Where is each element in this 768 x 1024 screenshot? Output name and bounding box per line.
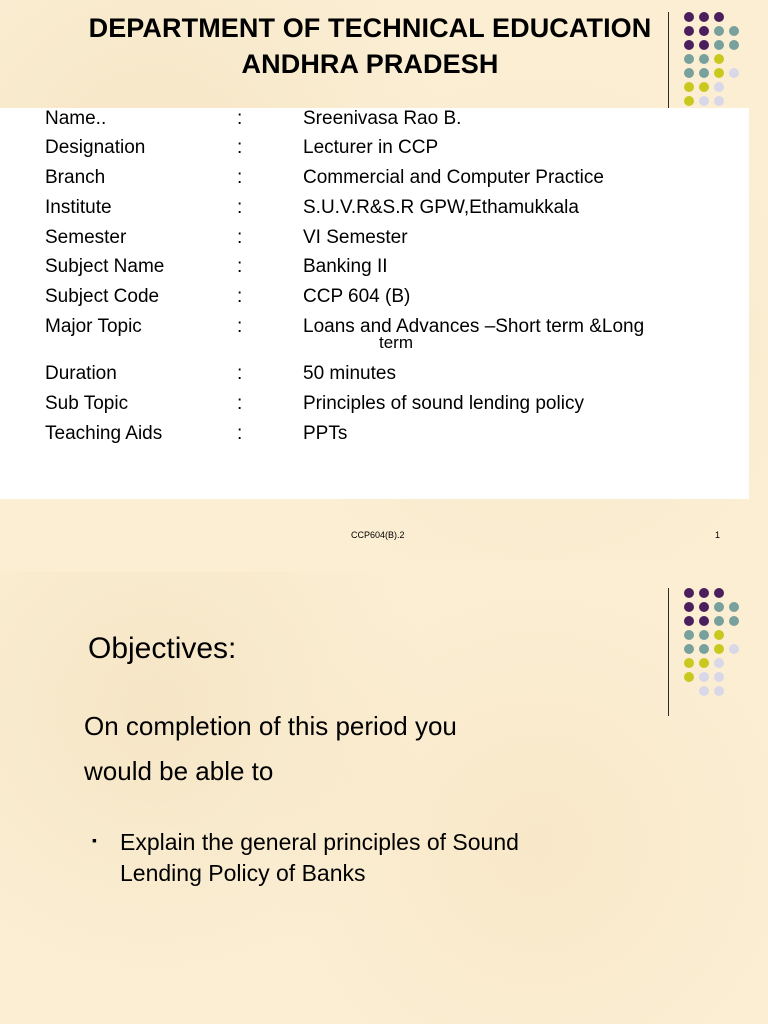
decorative-dot <box>714 26 724 36</box>
decorative-dot <box>684 672 694 682</box>
info-colon: : <box>237 167 243 188</box>
info-value: Banking II <box>303 256 388 277</box>
decorative-dot <box>714 602 724 612</box>
intro-line-1: On completion of this period you <box>84 711 457 741</box>
decorative-dot <box>699 672 709 682</box>
decorative-dot <box>684 602 694 612</box>
info-colon: : <box>237 227 243 248</box>
info-value: Principles of sound lending policy <box>303 393 584 414</box>
decorative-dot <box>699 630 709 640</box>
info-value: Commercial and Computer Practice <box>303 167 604 188</box>
decorative-dot <box>714 644 724 654</box>
info-value: VI Semester <box>303 227 408 248</box>
decorative-dot <box>714 630 724 640</box>
decorative-dot <box>729 602 739 612</box>
info-value: Lecturer in CCP <box>303 137 439 158</box>
info-label: Teaching Aids <box>45 423 163 444</box>
decorative-dot <box>699 40 709 50</box>
info-value: S.U.V.R&S.R GPW,Ethamukkala <box>303 197 579 218</box>
decorative-dot <box>684 40 694 50</box>
info-label: Major Topic <box>45 316 142 337</box>
decorative-dot <box>714 588 724 598</box>
bullet-icon: ▪ <box>92 832 97 848</box>
decorative-dot <box>714 82 724 92</box>
info-colon: : <box>237 286 243 307</box>
info-colon: : <box>237 256 243 277</box>
decorative-dot <box>714 12 724 22</box>
bullet-line-1: Explain the general principles of Sound <box>120 829 519 855</box>
objectives-intro <box>84 704 457 794</box>
decorative-dot <box>699 686 709 696</box>
info-label: Institute <box>45 197 112 218</box>
info-panel <box>0 108 749 499</box>
decorative-dot <box>729 644 739 654</box>
title-line-1: DEPARTMENT OF TECHNICAL EDUCATION <box>88 13 652 43</box>
decorative-dot <box>684 630 694 640</box>
decorative-dot <box>714 54 724 64</box>
decorative-dot <box>684 26 694 36</box>
slide-title <box>0 10 740 82</box>
decorative-dot <box>684 68 694 78</box>
info-colon: : <box>237 423 243 444</box>
info-colon: : <box>237 363 243 384</box>
info-label: Semester <box>45 227 127 248</box>
info-value: Sreenivasa Rao B. <box>303 108 462 129</box>
info-colon: : <box>237 316 243 337</box>
footer-slide-code: CCP604(B).2 <box>351 530 405 540</box>
decorative-dot <box>684 54 694 64</box>
bullet-line-2: Lending Policy of Banks <box>120 860 366 886</box>
decorative-dot <box>684 96 694 106</box>
decorative-dot <box>684 82 694 92</box>
decorative-dot <box>729 68 739 78</box>
info-value: CCP 604 (B) <box>303 286 411 307</box>
decorative-dot <box>699 588 709 598</box>
decorative-dot <box>714 68 724 78</box>
decorative-dot <box>699 12 709 22</box>
decorative-dot <box>729 40 739 50</box>
info-label: Subject Name <box>45 256 165 277</box>
decorative-dot <box>699 68 709 78</box>
info-colon: : <box>237 393 243 414</box>
decorative-dot <box>699 82 709 92</box>
objectives-heading: Objectives: <box>88 632 237 665</box>
footer-page-number: 1 <box>715 530 721 540</box>
intro-line-2: would be able to <box>84 756 274 786</box>
decorative-dot <box>684 12 694 22</box>
info-label: Duration <box>45 363 117 384</box>
decorative-dot <box>729 26 739 36</box>
info-colon: : <box>237 197 243 218</box>
info-colon: : <box>237 108 243 129</box>
decorative-dot <box>714 658 724 668</box>
decorative-dot <box>699 658 709 668</box>
decorative-dot <box>699 54 709 64</box>
decorative-dot <box>714 40 724 50</box>
info-label: Name.. <box>45 108 107 129</box>
decorative-dot <box>699 26 709 36</box>
decorative-dot <box>684 658 694 668</box>
info-label: Designation <box>45 137 146 158</box>
title-line-2: ANDHRA PRADESH <box>241 49 499 79</box>
decorative-dot <box>684 588 694 598</box>
info-value: 50 minutes <box>303 363 396 384</box>
decorative-dot <box>684 644 694 654</box>
objective-bullet-text <box>120 827 519 889</box>
decorative-dot <box>714 96 724 106</box>
decorative-dot <box>699 96 709 106</box>
decorative-dot <box>729 616 739 626</box>
info-label: Sub Topic <box>45 393 129 414</box>
decorative-divider <box>668 12 669 108</box>
info-colon: : <box>237 137 243 158</box>
decorative-dot <box>699 644 709 654</box>
decorative-dot <box>684 616 694 626</box>
info-value: Loans and Advances –Short term &Long <box>303 316 645 337</box>
info-label: Branch <box>45 167 106 188</box>
info-value: PPTs <box>303 423 348 444</box>
slide-2 <box>0 572 768 1024</box>
info-label: Subject Code <box>45 286 160 307</box>
decorative-dot <box>714 686 724 696</box>
info-value-continued: term <box>379 333 413 352</box>
decorative-dot <box>714 616 724 626</box>
decorative-divider <box>668 588 669 716</box>
decorative-dot <box>699 616 709 626</box>
decorative-dot <box>714 672 724 682</box>
decorative-dot <box>699 602 709 612</box>
